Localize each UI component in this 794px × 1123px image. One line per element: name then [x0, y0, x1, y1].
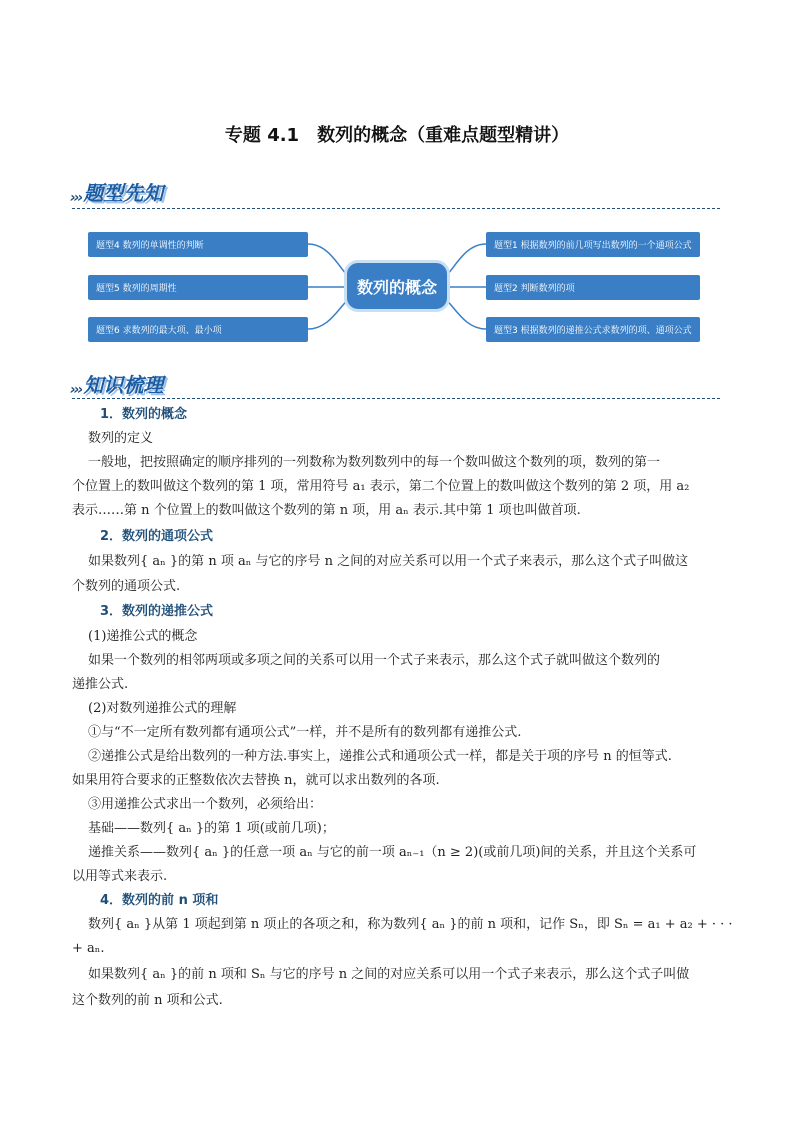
arrows-icon: ››› — [70, 190, 82, 206]
text-line: 如果数列{ aₙ }的第 n 项 aₙ 与它的序号 n 之间的对应关系可以用一个式子来表示，那么这个式子叫做这 — [88, 554, 689, 569]
text-line: 表示‥‥‥第 n 个位置上的数叫做这个数列的第 n 项，用 aₙ 表示.其中第 1 项也叫做首项. — [72, 503, 581, 518]
text-line: 个数列的通项公式. — [72, 579, 181, 594]
page-title: 专题 4.1 数列的概念（重难点题型精讲） — [224, 125, 570, 146]
text-line: (2)对数列递推公式的理解 — [88, 701, 237, 716]
text-line: 数列{ aₙ }从第 1 项起到第 n 项止的各项之和，称为数列{ aₙ }的前 n 项和，记作 Sₙ，即 Sₙ = a₁ + a₂ + · · · — [88, 917, 733, 932]
text-line: + aₙ. — [72, 941, 105, 956]
text-line: 递推公式. — [72, 677, 129, 692]
text-line: 递推关系——数列{ aₙ }的任意一项 aₙ 与它的前一项 aₙ₋₁（n ≥ 2)(或前几项)间的关系，并且这个关系可 — [88, 845, 697, 860]
text-line: ②递推公式是给出数列的一种方法.事实上，递推公式和通项公式一样，都是关于项的序号 n 的恒等式. — [88, 749, 672, 764]
mindmap-node-right-1: 题型1 根据数列的前几项写出数列的一个通项公式 — [486, 232, 700, 257]
mindmap-node-right-3: 题型3 根据数列的递推公式求数列的项、通项公式 — [486, 317, 700, 342]
mindmap-node-right-2: 题型2 判断数列的项 — [486, 275, 700, 300]
text-line: 基础——数列{ aₙ }的第 1 项(或前几项)； — [88, 821, 335, 836]
text-line: 如果一个数列的相邻两项或多项之间的关系可以用一个式子来表示，那么这个式子就叫做这个数列的 — [88, 653, 661, 668]
divider — [72, 398, 720, 399]
text-line: 数列的定义 — [88, 431, 154, 446]
text-line: 个位置上的数叫做这个数列的第 1 项，常用符号 a₁ 表示，第二个位置上的数叫做这个数列的第 2 项，用 a₂ — [72, 479, 690, 494]
mindmap-node-left-3: 题型6 求数列的最大项、最小项 — [88, 317, 308, 342]
section-heading: 3．数列的递推公式 — [100, 604, 214, 619]
arrows-icon: ››› — [70, 382, 82, 398]
mindmap-node-left-2: 题型5 数列的周期性 — [88, 275, 308, 300]
banner-label: 题型先知 — [83, 181, 164, 205]
text-line: 如果数列{ aₙ }的前 n 项和 Sₙ 与它的序号 n 之间的对应关系可以用一个式子来表示，那么这个式子叫做 — [88, 967, 690, 982]
text-line: 一般地，把按照确定的顺序排列的一列数称为数列数列中的每一个数叫做这个数列的项，数列的第一 — [88, 455, 661, 470]
banner-label: 知识梳理 — [83, 373, 164, 397]
text-line: ③用递推公式求出一个数列，必须给出： — [88, 797, 323, 812]
section-banner-question-types — [70, 180, 163, 206]
mindmap-node-left-1: 题型4 数列的单调性的判断 — [88, 232, 308, 257]
section-heading: 2．数列的通项公式 — [100, 529, 214, 544]
mindmap-center-node: 数列的概念 — [344, 260, 450, 312]
section-heading: 1．数列的概念 — [100, 407, 188, 422]
text-line: 以用等式来表示. — [72, 869, 168, 884]
divider — [72, 208, 720, 209]
section-heading: 4．数列的前 n 项和 — [100, 893, 219, 908]
section-banner-knowledge — [70, 372, 163, 398]
text-line: 如果用符合要求的正整数依次去替换 n，就可以求出数列的各项. — [72, 773, 440, 788]
text-line: (1)递推公式的概念 — [88, 629, 198, 644]
text-line: ①与“不一定所有数列都有通项公式”一样，并不是所有的数列都有递推公式. — [88, 725, 522, 740]
text-line: 这个数列的前 n 项和公式. — [72, 993, 223, 1008]
